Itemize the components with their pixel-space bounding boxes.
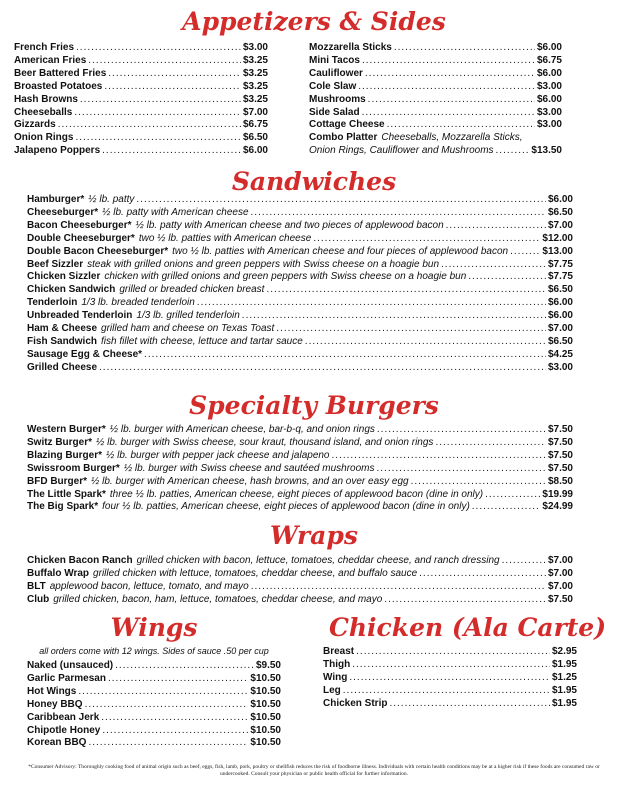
menu-item [309, 94, 562, 107]
item-description: two ½ lb. patties with American cheese [138, 232, 312, 244]
menu-item [27, 207, 573, 220]
dot-leader [242, 310, 546, 323]
menu-item [27, 594, 573, 607]
item-price: $9.50 [255, 660, 281, 671]
item-price: $1.25 [551, 671, 577, 683]
item-name: Beer Battered Fries [14, 67, 107, 79]
dot-leader [78, 686, 248, 699]
item-name: Korean BBQ [27, 737, 87, 749]
item-price: $7.50 [547, 593, 573, 605]
item-name: Mushrooms [309, 93, 366, 105]
dot-leader [352, 659, 550, 672]
menu-item [27, 424, 573, 437]
item-name: Buffalo Wrap [27, 567, 90, 579]
menu-item [14, 68, 268, 81]
item-price: $6.00 [536, 42, 562, 53]
dot-leader [115, 660, 254, 673]
menu-item [323, 659, 577, 672]
menu-item [27, 271, 573, 284]
item-description: ½ lb. burger with Swiss cheese and sautéed mushrooms [123, 462, 375, 474]
menu-item [14, 132, 268, 145]
item-description: applewood bacon, lettuce, tomato, and mayo [49, 580, 249, 592]
menu-item [27, 476, 573, 489]
wraps-heading: Wraps [270, 521, 358, 550]
menu-item [27, 336, 573, 349]
menu-item [27, 686, 281, 699]
item-price: $4.25 [547, 348, 573, 360]
combo-platter [309, 132, 562, 145]
combo-price: $13.50 [531, 145, 562, 157]
item-name: Thigh [323, 658, 351, 670]
item-name: Gizzards [14, 119, 56, 131]
item-name: Mozzarella Sticks [309, 42, 392, 53]
menu-item [27, 737, 281, 750]
item-price: $3.00 [536, 106, 562, 118]
appetizers-heading: Appetizers & Sides [182, 7, 446, 36]
item-name: Cheeseballs [14, 106, 73, 118]
item-name: Western Burger* [27, 424, 106, 435]
dot-leader [88, 55, 241, 68]
menu-item [323, 685, 577, 698]
item-description: two ½ lb. patties with American cheese and four pieces of applewood bacon [172, 245, 509, 257]
menu-item [323, 646, 577, 659]
item-price: $3.25 [242, 54, 268, 66]
appetizers-left-list [14, 42, 268, 158]
dot-leader [368, 94, 535, 107]
dot-leader [377, 424, 546, 437]
dot-leader [104, 81, 241, 94]
item-price: $6.00 [242, 145, 268, 157]
burgers-heading: Specialty Burgers [189, 391, 439, 420]
item-description: ½ lb. patty [88, 194, 135, 205]
item-name: Broasted Potatoes [14, 80, 103, 92]
dot-leader [349, 672, 550, 685]
dot-leader [384, 594, 546, 607]
dot-leader [85, 699, 249, 712]
item-name: Chicken Bacon Ranch [27, 555, 133, 566]
item-price: $1.95 [551, 684, 577, 696]
item-name: Fish Sandwich [27, 335, 98, 347]
item-name: Chicken Sizzler [27, 271, 101, 283]
menu-item [309, 68, 562, 81]
menu-item [27, 284, 573, 297]
item-price: $7.00 [547, 219, 573, 231]
item-price: $10.50 [250, 737, 281, 749]
item-price: $1.95 [551, 697, 577, 709]
wings-heading: Wings [110, 613, 198, 642]
burgers-list [27, 424, 573, 514]
dot-leader [102, 725, 248, 738]
item-description: grilled chicken with lettuce, tomatoes, cheddar cheese, and buffalo sauce [93, 567, 418, 579]
dot-leader [468, 271, 546, 284]
dot-leader [276, 323, 546, 336]
item-name: Jalapeno Poppers [14, 145, 101, 157]
dot-leader [136, 194, 546, 207]
menu-item [27, 555, 573, 568]
menu-item [27, 568, 573, 581]
menu-item [14, 42, 268, 55]
item-name: Beef Sizzler [27, 258, 84, 270]
dot-leader [251, 581, 546, 594]
menu-item [14, 145, 268, 158]
item-price: $7.50 [547, 436, 573, 448]
item-name: Hot Wings [27, 685, 77, 697]
sandwiches-heading: Sandwiches [231, 167, 397, 196]
menu-item [27, 450, 573, 463]
combo-platter-line2 [309, 145, 562, 158]
item-price: $7.75 [547, 258, 573, 270]
item-description: grilled chicken with bacon, lettuce, tomatoes, cheddar cheese, and ranch dressing [136, 555, 500, 566]
combo-desc-2: Onion Rings, Cauliflower and Mushrooms [309, 145, 494, 157]
dot-leader [411, 476, 546, 489]
item-name: Garlic Parmesan [27, 672, 106, 684]
item-name: Mini Tacos [309, 54, 360, 66]
dot-leader [313, 233, 540, 246]
dot-leader [362, 107, 535, 120]
item-name: Blazing Burger* [27, 449, 103, 461]
item-description: chicken with grilled onions and green peppers with Swiss cheese on a hoagie bun [104, 271, 467, 283]
item-name: Hamburger* [27, 194, 85, 205]
item-price: $3.25 [242, 93, 268, 105]
item-name: Cauliflower [309, 67, 363, 79]
item-description: ½ lb. patty with American cheese [102, 206, 249, 218]
item-name: Bacon Cheeseburger* [27, 219, 132, 231]
menu-item [27, 194, 573, 207]
item-name: Breast [323, 646, 355, 657]
menu-item [27, 581, 573, 594]
dot-leader [74, 107, 241, 120]
menu-item [14, 119, 268, 132]
item-name: Wing [323, 671, 348, 683]
item-description: fish fillet with cheese, lettuce and tartar sauce [101, 335, 303, 347]
dot-leader [144, 349, 546, 362]
item-price: $7.00 [547, 567, 573, 579]
dot-leader [356, 646, 550, 659]
menu-item [14, 55, 268, 68]
dot-leader [75, 132, 241, 145]
item-price: $3.25 [242, 67, 268, 79]
item-name: Double Bacon Cheeseburger* [27, 245, 169, 257]
item-price: $6.00 [536, 93, 562, 105]
item-name: BFD Burger* [27, 475, 88, 487]
item-price: $3.25 [242, 80, 268, 92]
menu-item [27, 673, 281, 686]
chicken-list [323, 646, 577, 711]
menu-item [27, 489, 573, 502]
item-name: Double Cheeseburger* [27, 232, 135, 244]
item-name: American Fries [14, 54, 87, 66]
item-name: Grilled Cheese [27, 361, 98, 373]
item-price: $7.50 [547, 424, 573, 435]
item-price: $10.50 [250, 698, 281, 710]
consumer-advisory: *Consumer Advisory: Thoroughly cooking food of animal origin such as beef, eggs, fish, lamb, pork, poultry or shellfish reduces the risk of foodborne illness. Individuals with certain health conditions may be at a higher risk if these foods are consumed raw or undercooked. Consult your physician or public health official for further information. [28, 764, 600, 777]
dot-leader [358, 81, 535, 94]
item-price: $3.00 [242, 42, 268, 53]
item-price: $10.50 [250, 685, 281, 697]
item-price: $3.00 [547, 361, 573, 373]
item-name: The Little Spark* [27, 488, 106, 500]
dot-leader [419, 568, 546, 581]
item-price: $7.50 [547, 449, 573, 461]
dot-leader [510, 246, 540, 259]
item-description: ½ lb. burger with Swiss cheese, sour kraut, thousand island, and onion rings [96, 436, 434, 448]
combo-name: Combo Platter [309, 132, 378, 144]
item-name: Hash Browns [14, 93, 78, 105]
item-price: $6.00 [547, 310, 573, 322]
item-name: Ham & Cheese [27, 323, 98, 335]
item-description: four ½ lb. patties, American cheese, eight pieces of applewood bacon (dine in only) [102, 501, 470, 513]
item-name: Unbreaded Tenderloin [27, 310, 133, 322]
item-description: grilled ham and cheese on Texas Toast [101, 323, 275, 335]
dot-leader [101, 712, 248, 725]
item-description: ½ lb. patty with American cheese and two pieces of applewood bacon [135, 219, 444, 231]
sandwiches-list [27, 194, 573, 375]
item-price: $6.75 [536, 54, 562, 66]
item-name: Leg [323, 684, 341, 696]
item-description: grilled chicken, bacon, ham, lettuce, tomatoes, cheddar cheese, and mayo [53, 593, 383, 605]
item-price: $6.50 [547, 206, 573, 218]
item-price: $13.00 [542, 245, 573, 257]
menu-item [14, 94, 268, 107]
dot-leader [394, 42, 535, 55]
item-name: Chicken Sandwich [27, 284, 116, 296]
item-name: Honey BBQ [27, 698, 83, 710]
dot-leader [435, 437, 546, 450]
item-price: $6.00 [536, 67, 562, 79]
item-name: Onion Rings [14, 132, 74, 144]
menu-item [309, 119, 562, 132]
menu-item [323, 698, 577, 711]
item-price: $7.75 [547, 271, 573, 283]
item-price: $7.00 [547, 580, 573, 592]
menu-item [14, 107, 268, 120]
dot-leader [343, 685, 550, 698]
menu-item [27, 660, 281, 673]
menu-item [309, 42, 562, 55]
item-price: $7.00 [242, 106, 268, 118]
item-name: Club [27, 593, 50, 605]
item-name: Switz Burger* [27, 436, 93, 448]
dot-leader [99, 362, 546, 375]
item-description: ½ lb. burger with pepper jack cheese and jalapeno [106, 449, 330, 461]
item-name: Caribbean Jerk [27, 711, 100, 723]
menu-item [27, 323, 573, 336]
menu-item [309, 107, 562, 120]
item-description: ½ lb. burger with American cheese, hash browns, and an over easy egg [91, 475, 409, 487]
dot-leader [305, 336, 546, 349]
menu-item [27, 246, 573, 259]
item-name: Chipotle Honey [27, 724, 101, 736]
menu-item [27, 220, 573, 233]
item-name: Cole Slaw [309, 80, 357, 92]
menu-item [27, 463, 573, 476]
dot-leader [485, 489, 540, 502]
wings-note: all orders come with 12 wings. Sides of sauce .50 per cup [39, 646, 269, 656]
menu-item [309, 81, 562, 94]
item-name: Swissroom Burger* [27, 462, 120, 474]
menu-item [323, 672, 577, 685]
dot-leader [502, 555, 546, 568]
dot-leader [446, 220, 546, 233]
dot-leader [58, 119, 241, 132]
item-price: $10.50 [250, 672, 281, 684]
menu-item [309, 55, 562, 68]
item-name: BLT [27, 580, 46, 592]
dot-leader [80, 94, 241, 107]
item-name: Tenderloin [27, 297, 78, 309]
menu-item [27, 501, 573, 514]
dot-leader [76, 42, 241, 55]
menu-item [27, 712, 281, 725]
item-price: $7.50 [547, 462, 573, 474]
menu-item [27, 233, 573, 246]
menu-item [27, 699, 281, 712]
item-price: $6.75 [242, 119, 268, 131]
menu-item [27, 297, 573, 310]
item-description: steak with grilled onions and green peppers with Swiss cheese on a hoagie bun [87, 258, 440, 270]
item-price: $19.99 [542, 488, 573, 500]
menu-item [27, 349, 573, 362]
item-name: Sausage Egg & Cheese* [27, 348, 143, 360]
dot-leader [332, 450, 546, 463]
item-price: $6.50 [242, 132, 268, 144]
item-name: The Big Spark* [27, 501, 99, 513]
item-price: $8.50 [547, 475, 573, 487]
menu-item [27, 259, 573, 272]
dot-leader [441, 259, 546, 272]
item-price: $6.00 [547, 297, 573, 309]
menu-item [27, 725, 281, 738]
dot-leader [197, 297, 546, 310]
dot-leader [362, 55, 535, 68]
dot-leader [102, 145, 241, 158]
item-price: $2.95 [551, 646, 577, 657]
item-description: three ½ lb. patties, American cheese, eight pieces of applewood bacon (dine in only) [109, 488, 484, 500]
item-name: Side Salad [309, 106, 360, 118]
dot-leader [251, 207, 546, 220]
dot-leader [266, 284, 546, 297]
menu-item [14, 81, 268, 94]
item-price: $3.00 [536, 80, 562, 92]
dot-leader [496, 145, 530, 158]
item-name: French Fries [14, 42, 75, 53]
item-price: $10.50 [250, 711, 281, 723]
item-price: $12.00 [542, 232, 573, 244]
item-description: 1/3 lb. breaded tenderloin [81, 297, 195, 309]
item-price: $10.50 [250, 724, 281, 736]
menu-item [27, 362, 573, 375]
item-price: $6.50 [547, 335, 573, 347]
item-description: grilled or breaded chicken breast [119, 284, 265, 296]
item-price: $3.00 [536, 119, 562, 131]
item-name: Naked (unsauced) [27, 660, 114, 671]
chicken-heading: Chicken (Ala Carte) [328, 613, 607, 642]
menu-item [27, 310, 573, 323]
dot-leader [108, 68, 241, 81]
dot-leader [472, 501, 541, 514]
item-price: $6.00 [547, 194, 573, 205]
item-price: $6.50 [547, 284, 573, 296]
dot-leader [108, 673, 248, 686]
combo-desc-1: Cheeseballs, Mozzarella Sticks, [381, 132, 523, 144]
menu-item [27, 437, 573, 450]
item-name: Cheeseburger* [27, 206, 99, 218]
wings-list [27, 660, 281, 750]
dot-leader [365, 68, 535, 81]
item-price: $1.95 [551, 658, 577, 670]
dot-leader [389, 698, 550, 711]
item-description: ½ lb. burger with American cheese, bar-b-q, and onion rings [109, 424, 375, 435]
dot-leader [377, 463, 546, 476]
dot-leader [88, 737, 248, 750]
item-name: Chicken Strip [323, 697, 388, 709]
appetizers-right-list [309, 42, 562, 158]
dot-leader [387, 119, 535, 132]
item-price: $7.00 [547, 555, 573, 566]
wraps-list [27, 555, 573, 607]
item-description: 1/3 lb. grilled tenderloin [136, 310, 240, 322]
item-price: $7.00 [547, 323, 573, 335]
item-name: Cottage Cheese [309, 119, 385, 131]
item-price: $24.99 [542, 501, 573, 513]
